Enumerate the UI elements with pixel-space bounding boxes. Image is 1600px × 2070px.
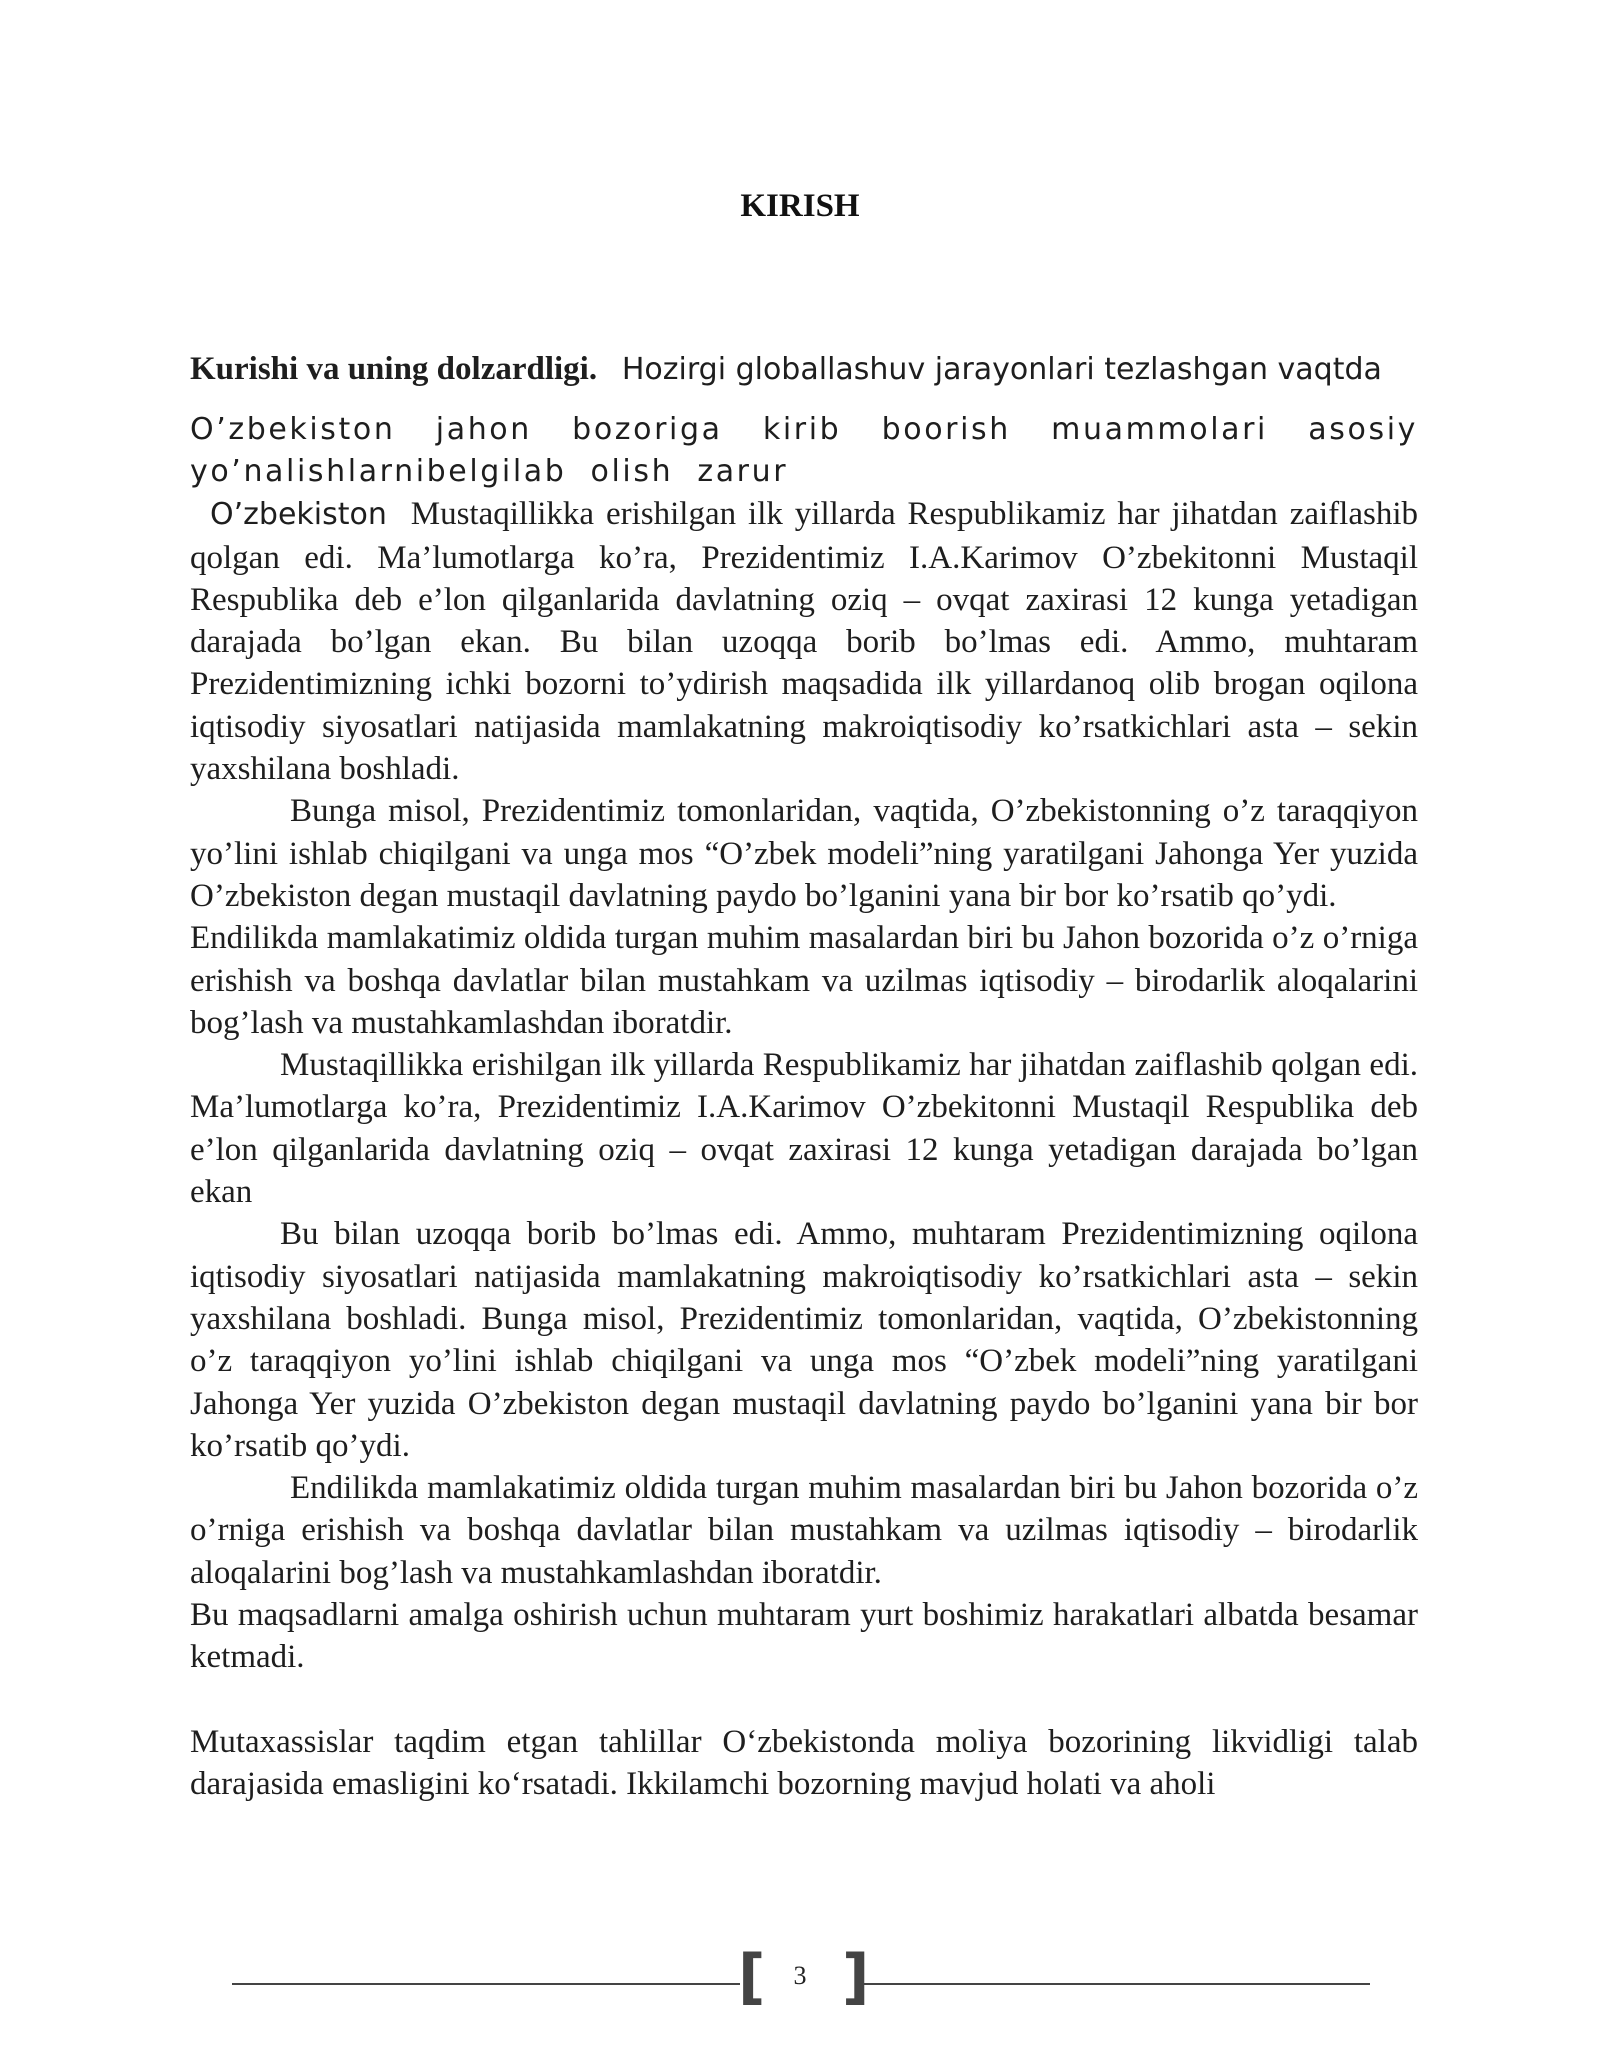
- paragraph: [190, 493, 1418, 790]
- paragraph: Endilikda mamlakatimiz oldida turgan muhim masalardan biri bu Jahon bozorida o’z o’rniga erishish va boshqa davlatlar bilan mustahkam va uzilmas iqtisodiy – birodarlik aloqalarini bog’lash va mustahkamlashdan iboratdir.: [190, 1470, 1418, 1591]
- footer-rule-left: [232, 1983, 740, 1985]
- paragraph: Bu bilan uzoqqa borib bo’lmas edi. Ammo, muhtaram Prezidentimizning oqilona iqtisodiy siyosatlari natijasida mamlakatning makroiqtisodiy ko’rsatkichlari asta – sekin yaxshilana boshladi. Bunga misol, Prezidentimiz tomonlaridan, vaqtida, O’zbekistonning o’z taraqqiyon yo’lini ishlab chiqilgani va unga mos “O’zbek modeli”ning yaratilgani Jahonga Yer yuzida O’zbekiston degan mustaqil davlatning paydo bo’lganini yana bir bor ko’rsatib qo’ydi.: [190, 1216, 1418, 1464]
- paragraph: Mutaxassislar taqdim etgan tahlillar O‘zbekistonda moliya bozorining likvidligi talab darajasida emasligini ko‘rsatadi. Ikkilamchi bozorning mavjud holati va aholi: [190, 1723, 1418, 1802]
- paragraph-first-word: O’zbekiston: [210, 497, 387, 533]
- footer-right-bracket: ]: [842, 1942, 870, 2012]
- intro-line: [190, 348, 1418, 391]
- paragraph: Mustaqillikka erishilgan ilk yillarda Respublikamiz har jihatdan zaiflashib qolgan edi. Ma’lumotlarga ko’ra, Prezidentimiz I.A.Karimov O’zbekitonni Mustaqil Respublika deb e’lon qilganlarida davlatning oziq – ovqat zaxirasi 12 kunga yetadigan darajada bo’lgan ekan: [190, 1047, 1418, 1211]
- paragraph-spacer: [190, 1679, 1418, 1721]
- page-number: 3: [793, 1961, 807, 1990]
- page-footer: [0, 1942, 1600, 2015]
- intro-spaced-line: O’zbekiston jahon bozoriga kirib boorish muammolari asosiy yo’nalishlarnibelgilab olish zarur: [190, 412, 1418, 490]
- paragraph: Bu maqsadlarni amalga oshirish uchun muhtaram yurt boshimiz harakatlari albatda besamar ketmadi.: [190, 1597, 1418, 1676]
- paragraph: Endilikda mamlakatimiz oldida turgan muhim masalardan biri bu Jahon bozorida o’z o’rniga erishish va boshqa davlatlar bilan mustahkam va uzilmas iqtisodiy – birodarlik aloqalarini bog’lash va mustahkamlashdan iboratdir.: [190, 920, 1418, 1041]
- paragraph: Bunga misol, Prezidentimiz tomonlaridan, vaqtida, O’zbekistonning o’z taraqqiyon yo’lini ishlab chiqilgani va unga mos “O’zbek modeli”ning yaratilgani Jahonga Yer yuzida O’zbekiston degan mustaqil davlatning paydo bo’lganini yana bir bor ko’rsatib qo’ydi.: [190, 793, 1418, 914]
- document-body: [190, 348, 1418, 1805]
- intro-text: Hozirgi globallashuv jarayonlari tezlashgan vaqtda: [621, 352, 1382, 387]
- footer-left-bracket: [: [738, 1942, 766, 2012]
- page-title: KIRISH: [740, 188, 860, 224]
- section-heading: Kurishi va uning dolzardligi.: [190, 351, 598, 387]
- paragraph-text: Mustaqillikka erishilgan ilk yillarda Respublikamiz har jihatdan zaiflashib qolgan edi. Ma’lumotlarga ko’ra, Prezidentimiz I.A.Karimov O’zbekitonni Mustaqil Respublika deb e’lon qilganlarida davlatning oziq – ovqat zaxirasi 12 kunga yetadigan darajada bo’lgan ekan. Bu bilan uzoqqa borib bo’lmas edi. Ammo, muhtaram Prezidentimizning ichki bozorni to’ydirish maqsadida ilk yillardanoq olib brogan oqilona iqtisodiy siyosatlari natijasida mamlakatning makroiqtisodiy ko’rsatkichlari asta – sekin yaxshilana boshladi.: [190, 496, 1418, 788]
- footer-rule-right: [858, 1983, 1370, 1985]
